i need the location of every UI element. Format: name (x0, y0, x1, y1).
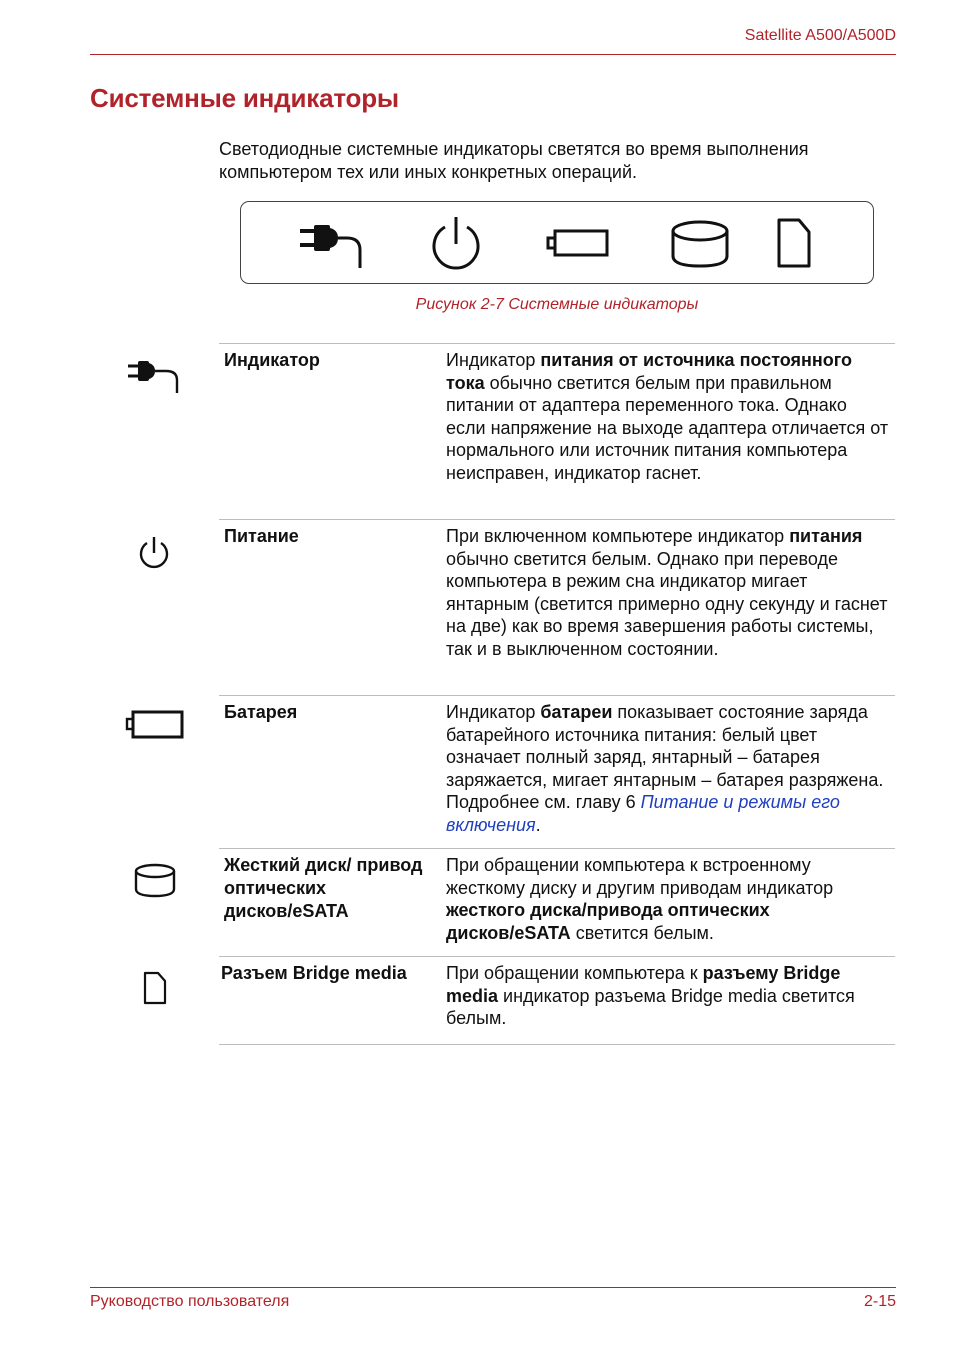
indicator-name: Питание (224, 526, 299, 546)
battery-icon (545, 214, 611, 272)
battery-icon (124, 706, 186, 742)
indicator-name: Индикатор (224, 350, 320, 370)
text-run: При включенном компьютере индикатор (446, 526, 790, 546)
text-run: При обращении компьютера к встроенному жесткому диску и другим приводам индикатор (446, 855, 834, 898)
indicator-description (446, 962, 891, 1030)
text-run: показывает состояние заряда батарейного источника питания: белый цвет означает полный заряд, янтарный – батарея заряжается, мигает янтарным – батарея разряжена. Подробнее см. главу 6 (446, 702, 884, 813)
bridge-media-icon (142, 970, 168, 1006)
power-icon (428, 214, 484, 272)
text-run: При обращении компьютера к (446, 963, 703, 983)
table-row (219, 848, 895, 956)
bold-term: жесткого диска/привода оптических дисков/eSATA (446, 900, 770, 943)
text-run: индикатор разъема Bridge media светится белым. (446, 985, 855, 1029)
footer-rule (90, 1287, 896, 1288)
indicator-panel-figure (240, 201, 874, 284)
hdd-icon (132, 862, 178, 900)
bold-term: батареи (540, 702, 613, 722)
section-intro: Светодиодные системные индикаторы светятся во время выполнения компьютером тех или иных конкретных операций. (219, 139, 809, 182)
table-row (219, 343, 895, 519)
indicator-description (446, 701, 891, 837)
indicator-description (446, 525, 891, 661)
text-run: . (535, 814, 541, 835)
footer-manual-title: Руководство пользователя (90, 1293, 290, 1310)
text-run: светится белым. (570, 922, 714, 943)
table-row (219, 695, 895, 848)
page-number: 2-15 (863, 1293, 896, 1310)
table-row (219, 956, 895, 1045)
power-icon (138, 534, 170, 570)
section-title: Системные индикаторы (90, 83, 399, 113)
text-run: обычно светится белым. Однако при переводе компьютера в режим сна индикатор мигает янтарным (светится примерно одну секунду и гаснет на две) как во время завершения работы системы, так и в выключенном состоянии. (446, 548, 888, 659)
indicator-name: Разъем Bridge media (221, 963, 407, 983)
indicator-table (219, 343, 895, 1045)
hdd-icon (669, 214, 731, 272)
chapter-link[interactable]: Питание и режимы его включения (446, 792, 840, 835)
bold-term: питания от источника постоянного тока (446, 350, 853, 393)
dc-in-icon (299, 214, 365, 272)
indicator-description (446, 854, 891, 944)
table-row (219, 519, 895, 695)
indicator-name: Батарея (224, 702, 298, 722)
text-run: Индикатор (446, 702, 541, 722)
bold-term: питания (789, 526, 863, 546)
dc-in-icon (126, 356, 182, 396)
header-model: Satellite A500/A500D (744, 27, 896, 44)
indicator-description (446, 349, 891, 485)
bold-term: разъему Bridge media (446, 963, 841, 1006)
figure-caption: Рисунок 2-7 Системные индикаторы (415, 296, 699, 313)
header-rule (90, 54, 896, 55)
text-run: Индикатор (446, 350, 541, 370)
bridge-media-icon (775, 214, 815, 272)
indicator-name: Жесткий диск/ привод оптических дисков/eSATA (224, 855, 423, 921)
text-run: обычно светится белым при правильном питании от адаптера переменного тока. Однако если напряжение на выходе адаптера отличается от нормального или источник питания компьютера неисправен, индикатор гаснет. (446, 372, 889, 483)
